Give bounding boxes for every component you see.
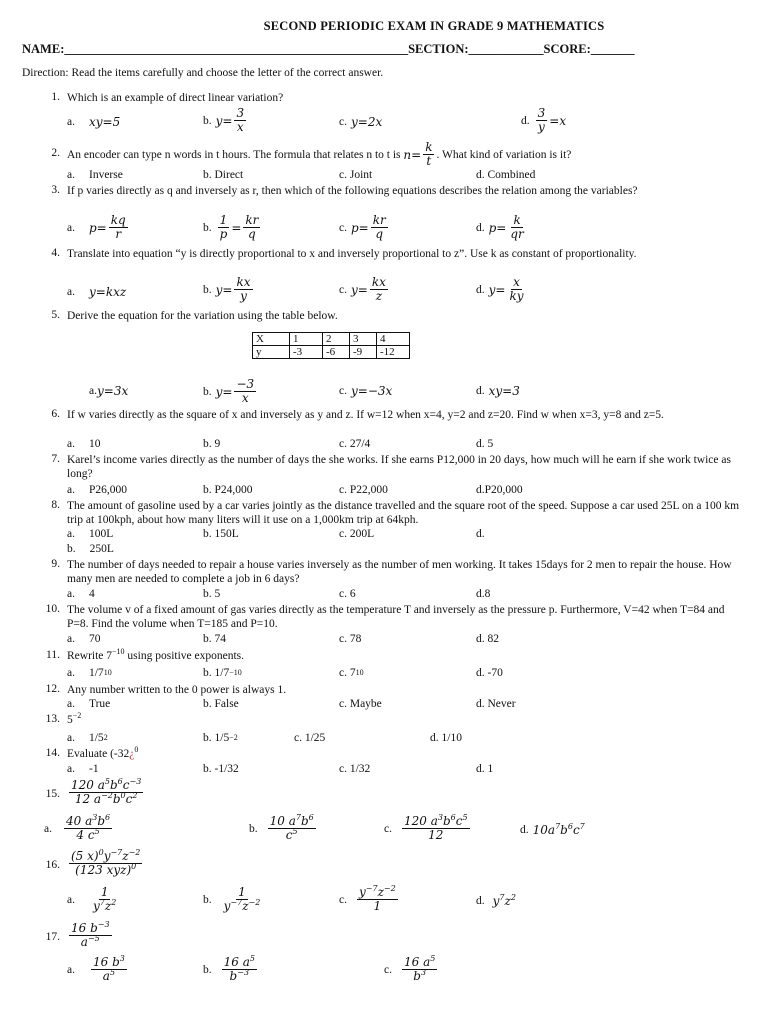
name-section-score-line: NAME:_______________________________________________________SECTION:____________SCORE:_______ <box>22 42 635 56</box>
choice-a[interactable]: a. y=kxz <box>67 285 127 299</box>
choice-b[interactable]: b. False <box>203 698 239 710</box>
choice-b[interactable]: b. y= $\frac{-3}{x}$ <box>203 377 255 405</box>
choice-b[interactable]: b. 150L <box>203 528 239 540</box>
choice-b[interactable]: b. 9 <box>203 438 221 450</box>
choice-a[interactable]: a. -1 <box>67 763 99 775</box>
choice-a[interactable]: a. $\frac{1}{y^7z^2}$ <box>67 885 117 913</box>
choice-a[interactable]: a. 100L <box>67 528 114 540</box>
choice-c[interactable]: c. 78 <box>339 633 362 645</box>
choice-d[interactable]: d. $y^7z^2$ <box>476 893 516 908</box>
choice-a[interactable]: a. 4 <box>67 588 95 600</box>
choice-c[interactable]: c. p= $\frac{kr}{q}$ <box>339 213 386 241</box>
choice-d[interactable]: d. 1/10 <box>430 732 462 744</box>
choice-c[interactable]: c. 1/32 <box>339 763 371 775</box>
choice-b[interactable]: b. 1/5 −2 <box>203 732 238 744</box>
choice-d[interactable]: d. $10a^7b^6c^7$ <box>520 822 585 837</box>
choice-d[interactable]: d. xy=3 <box>476 384 520 398</box>
choice-d[interactable]: d. $\frac{3}{y}$ =x <box>521 106 567 134</box>
direction-text: Direction: Read the items carefully and choose the letter of the correct answer. <box>22 67 384 79</box>
exam-title: SECOND PERIODIC EXAM IN GRADE 9 MATHEMATICS <box>263 19 605 33</box>
choice-d[interactable]: d. Never <box>476 698 516 710</box>
choice-a[interactable]: a. Inverse <box>67 169 123 181</box>
choice-b-extra[interactable]: b. 250L <box>67 543 114 555</box>
choice-c[interactable]: c. 7 10 <box>339 667 364 679</box>
choice-a[interactable]: a. 1/5 2 <box>67 732 108 744</box>
table-row: X 1 2 3 4 <box>253 333 410 346</box>
choice-b[interactable]: b. $\frac{1}{y^{-7}z^{-2}}$ <box>203 885 261 913</box>
choice-b[interactable]: b. $\frac{10 a^7b^6}{c^5}$ <box>249 813 314 842</box>
choice-c[interactable]: c. P22,000 <box>339 484 388 496</box>
choice-c[interactable]: c. $\frac{16 a^5}{b^3}$ <box>384 954 436 983</box>
table-row: y -3 -6 -9 -12 <box>253 346 410 359</box>
choice-b[interactable]: b. $\frac{1}{p}$ = $\frac{kr}{q}$ <box>203 213 259 241</box>
choice-b[interactable]: b. 1/7 −10 <box>203 667 242 679</box>
choice-c[interactable]: c. y= $\frac{kx}{z}$ <box>339 275 386 303</box>
choice-a[interactable]: a. $\frac{16 b^3}{a^5}$ <box>67 954 125 983</box>
choice-a[interactable]: a. 10 <box>67 438 101 450</box>
choice-b[interactable]: b. $\frac{16 a^5}{b^{-3}}$ <box>203 954 255 983</box>
question-number: 1. <box>51 91 60 103</box>
choice-c[interactable]: c. Joint <box>339 169 373 181</box>
choice-a[interactable]: a. P26,000 <box>67 484 128 496</box>
choice-b[interactable]: b. 74 <box>203 633 226 645</box>
choice-b[interactable]: b. -1/32 <box>203 763 239 775</box>
choice-d[interactable]: d. -70 <box>476 667 503 679</box>
variation-table <box>252 332 410 359</box>
choice-b[interactable]: b. 5 <box>203 588 221 600</box>
choice-a[interactable]: a. y=3x <box>89 384 129 398</box>
choice-c[interactable]: c. $\frac{120 a^3b^6c^5}{12}$ <box>384 813 468 842</box>
choice-b[interactable]: b. y= $\frac{kx}{y}$ <box>203 275 251 303</box>
choice-c[interactable]: c. 200L <box>339 528 375 540</box>
choice-c[interactable]: c. 27/4 <box>339 438 371 450</box>
choice-a[interactable]: a. 1/7 10 <box>67 667 112 679</box>
choice-d[interactable]: d.8 <box>476 588 491 600</box>
choice-b[interactable]: b. P24,000 <box>203 484 253 496</box>
choice-a[interactable]: a. True <box>67 698 111 710</box>
choice-d[interactable]: d. y= $\frac{x}{ky}$ <box>476 275 524 303</box>
choice-c[interactable]: c. $\frac{y^{-7}z^{-2}}{1}$ <box>339 884 396 913</box>
choice-a[interactable]: a. $\frac{40 a^3b^6}{4 c^5}$ <box>44 813 111 842</box>
question-text: Which is an example of direct linear variation? <box>67 92 284 104</box>
choice-c[interactable]: c. y=−3x <box>339 384 393 398</box>
choice-c[interactable]: c. Maybe <box>339 698 382 710</box>
choice-b[interactable]: b. Direct <box>203 169 244 181</box>
choice-c[interactable]: c. 1/25 <box>294 732 326 744</box>
choice-c[interactable]: c. 6 <box>339 588 356 600</box>
choice-d[interactable]: d. Combined <box>476 169 536 181</box>
choice-d[interactable]: d. 82 <box>476 633 499 645</box>
choice-d[interactable]: d. <box>476 528 485 540</box>
choice-d[interactable]: d.P20,000 <box>476 484 523 496</box>
choice-b[interactable]: b. y= $\frac{3}{x}$ <box>203 106 245 134</box>
choice-c[interactable]: c. y=2x <box>339 115 383 129</box>
choice-d[interactable]: d. p= $\frac{k}{qr}$ <box>476 213 524 241</box>
choice-a[interactable]: a. 70 <box>67 633 101 645</box>
exam-page: SECOND PERIODIC EXAM IN GRADE 9 MATHEMATICS NAME:_______________________________________________________SECTION:____________SCORE:_______ Direction: Read the items carefully and choose the letter of the correct answer. 1. Which is an example of direct linear variation? a. xy=5 b. y= $\frac{3}{x}$ c. y=2x d. $\frac{3}{y}$ =x 2. An encoder can type n words in t hours. The formula that relates n to t is n= $\frac{k}{t}$ . What kind of variation is it? a. Inverse b. Direct c. Joint d. Combined 3. If p varies directly as q and inversely as r, then which of the following equations describes the relation among the variables? a. p= $\frac{kq}{r}$ b. $\frac{1}{p}$ = $\frac{kr}{q}$ c. p= $\frac{kr}{q}$ d. p= $\frac{k}{qr}$ 4. Translate into equation “y is directly proportional to x and inversely proportional to z”. Use k as constant of proportionality. a. y=kxz b. y= $\frac{kx}{y}$ c. y= $\frac{kx}{z}$ d. y= $\frac{x}{ky}$ 5. Derive the equation for the variation using the table below. X 1 2 3 4 y -3 -6 -9 -12 a. y=3x b. y= $\frac{-3}{x}$ c. y=−3x d. xy=3 6. If w varies directly as the square of x and inversely as y and z. If w=12 when x=4, y=2 and z=20. Find w when x=3, y=8 and z=5. a. 10 b. 9 c. 27/4 d. 5 7. Karel’s income varies directly as the number of days the she works. If she earns P12,000 in 20 days, how much will he earn if she work twice as long? a. P26,000 b. P24,000 c. P22,000 d.P20,000 8. The amount of gasoline used by a car varies jointly as the distance travelled and the square root of the speed. Suppose a car used 25L on a 100 km trip at 100kph, about how many liters will it use on a 1,000km trip at 64kph. a. 100L b. 150L c. 200L d. b. 250L 9. The number of days needed to repair a house varies inversely as the number of men working. It takes 15days for 2 men to repair the house. How many men are needed to complete a job in 6 days? a. 4 b. 5 c. 6 d.8 10. The volume v of a fixed amount of gas varies directly as the temperature T and inversely as the pressure p. Furthermore, V=42 when T=84 and P=8. Find the volume when T=185 and P=10. a. 70 b. 74 c. 78 d. 82 11. Rewrite $7^{-10}$ using positive exponents. a. 1/7 10 b. 1/7 −10 c. 7 10 d. -70 12. Any number written to the 0 power is always 1. a. True b. False c. Maybe d. Never 13. $5^{-2}$ a. 1/5 2 b. 1/5 −2 c. 1/25 d. 1/10 14. Evaluate (-32¿$^0$ a. -1 b. -1/32 c. 1/32 d. 1 15. $\frac{120 a^5b^6c^{-3}}{12 a^{-2}b^0c^2}$ a. $\frac{40 a^3b^6}{4 c^5}$ b. $\frac{10 a^7b^6}{c^5}$ c. $\frac{120 a^3b^6c^5}{12}$ d. $10a^7b^6c^7$ 16. $\frac{(5 x)^0y^{-7}z^{-2}}{(123 xyz)^0}$ a. $\frac{1}{y^7z^2}$ b. $\frac{1}{y^{-7}z^{-2}}$ c. $\frac{y^{-7}z^{-2}}{1}$ d. $y^7z^2$ 17. $\frac{16 b^{-3}}{a^{-5}}$ a. $\frac{16 b^3}{a^5}$ b. $\frac{16 a^5}{b^{-3}}$ c. $\frac{16 a^5}{b^3}$ <box>0 0 768 1024</box>
choice-a[interactable]: a. xy=5 <box>67 115 121 129</box>
choice-a[interactable]: a. p= $\frac{kq}{r}$ <box>67 213 126 241</box>
choice-d[interactable]: d. 5 <box>476 438 494 450</box>
choice-d[interactable]: d. 1 <box>476 763 494 775</box>
